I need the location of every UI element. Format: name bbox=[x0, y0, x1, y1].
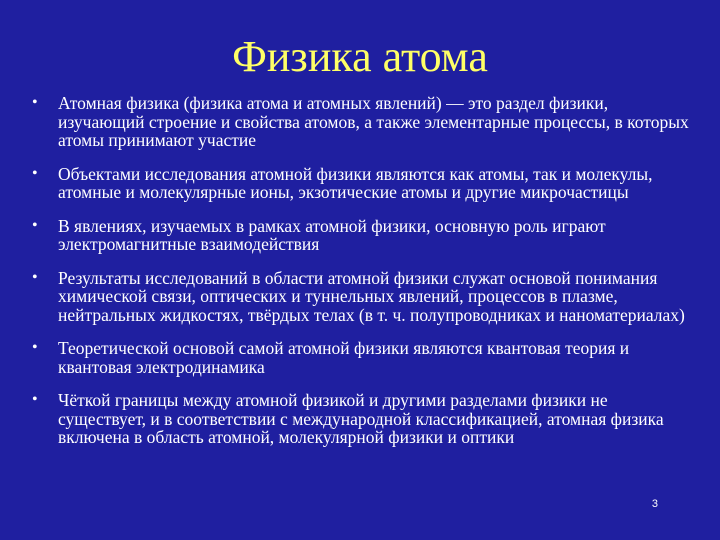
bullet-text: Результаты исследований в области атомной физики служат основой понимания химической связи, оптических и туннельных явлений, процессов в плазме, нейтральных жидкостях, твёрдых телах (в т. ч. полупроводниках и наноматериалах) bbox=[58, 267, 685, 325]
bullet-item bbox=[28, 94, 698, 150]
bullet-item bbox=[28, 269, 698, 325]
bullet-item bbox=[28, 391, 698, 447]
bullet-point-icon: • bbox=[32, 339, 38, 356]
page-number: 3 bbox=[651, 498, 658, 510]
bullet-point-icon: • bbox=[32, 164, 38, 182]
slide-title: Физика атома bbox=[232, 32, 488, 81]
bullet-text: Теоретической основой самой атомной физики являются квантовая теория и квантовая электродинамика bbox=[58, 338, 630, 377]
bullet-item bbox=[28, 165, 698, 202]
bullet-text: В явлениях, изучаемых в рамках атомной физики, основную роль играют электромагнитные взаимодействия bbox=[58, 215, 606, 254]
bullet-item bbox=[28, 217, 698, 254]
bullet-point-icon: • bbox=[32, 216, 38, 234]
bullet-point-icon: • bbox=[32, 391, 38, 408]
bullet-text: Атомная физика (физика атома и атомных явлений) — это раздел физики, изучающий строение и свойства атомов, а также элементарные процессы, в которых атомы принимают участие bbox=[58, 93, 689, 150]
bullet-text: Объектами исследования атомной физики являются как атомы, так и молекулы, атомные и молекулярные ионы, экзотические атомы и другие микрочастицы bbox=[58, 163, 653, 202]
bullet-point-icon: • bbox=[32, 94, 38, 111]
bullet-point-icon: • bbox=[32, 268, 38, 286]
bullet-list bbox=[28, 94, 698, 462]
bullet-text: Чёткой границы между атомной физикой и другими разделами физики не существует, и в соответствии с международной классификацией, атомная физика включена в область атомной, молекулярной физики и оптики bbox=[58, 390, 664, 447]
bullet-item bbox=[28, 339, 698, 376]
